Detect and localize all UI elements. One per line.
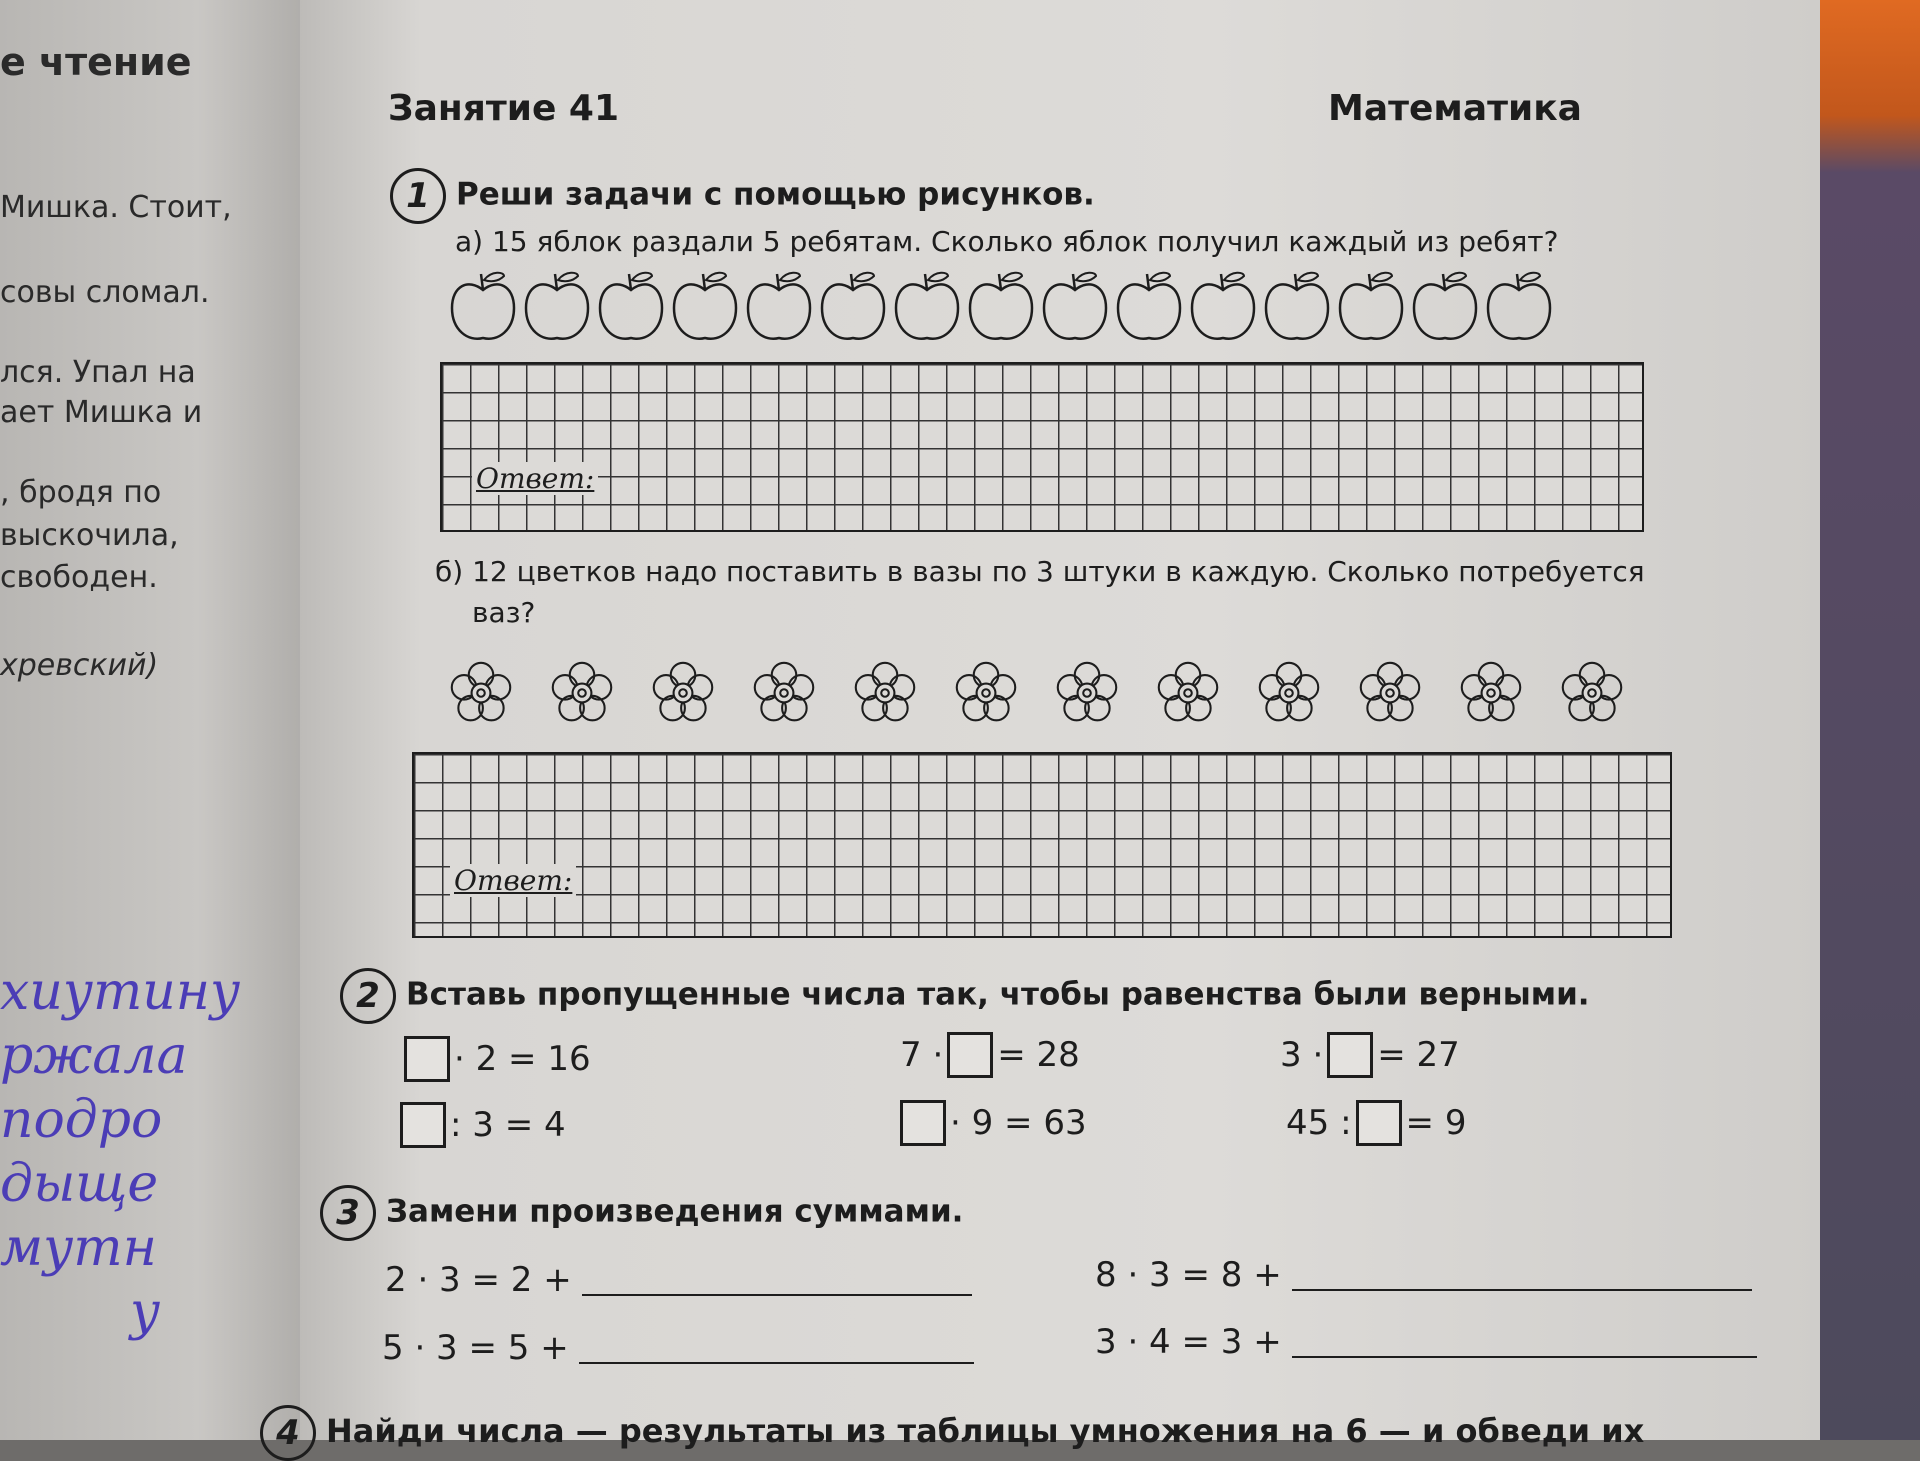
flower-icon [1541, 660, 1642, 734]
left-heading: е чтение [0, 40, 192, 84]
handwriting-line: хиутину [0, 962, 241, 1022]
flower-icon [1440, 660, 1541, 734]
equation-text: = 9 [1405, 1103, 1467, 1143]
answer-box[interactable] [900, 1100, 946, 1146]
task1-title [390, 168, 1095, 224]
task2-title [340, 968, 1590, 1024]
answer-label-a: Ответ: [472, 462, 598, 495]
sum-text: 2 · 3 = 2 + [385, 1260, 572, 1300]
answer-grid-b[interactable] [412, 752, 1672, 938]
task1a-question: а) 15 яблок раздали 5 ребятам. Сколько яблок получил каждый из ребят? [455, 225, 1559, 258]
equation-6 [1286, 1100, 1466, 1146]
sum-text: 5 · 3 = 5 + [382, 1328, 569, 1368]
apple-icon [1262, 268, 1336, 348]
answer-box[interactable] [404, 1036, 450, 1082]
apple-icon [1336, 268, 1410, 348]
left-line: , бродя по [0, 475, 162, 510]
task4-number: 4 [260, 1405, 316, 1461]
workbook-page [276, 0, 1820, 1453]
answer-box[interactable] [400, 1102, 446, 1148]
apple-icon [1040, 268, 1114, 348]
apple-icon [1114, 268, 1188, 348]
left-line: лся. Упал на [0, 355, 196, 390]
flower-icon [1339, 660, 1440, 734]
answer-box[interactable] [1356, 1100, 1402, 1146]
answer-blank[interactable] [582, 1264, 972, 1296]
left-author: хревский) [0, 648, 159, 683]
equation-text: = 27 [1377, 1035, 1460, 1075]
equation-text: 7 · [900, 1035, 944, 1075]
sum-line-1 [385, 1260, 972, 1300]
task1-number: 1 [390, 168, 446, 224]
flower-icon [1238, 660, 1339, 734]
answer-label-b: Ответ: [450, 864, 576, 897]
equation-text: : 3 = 4 [450, 1105, 566, 1145]
apple-icon [818, 268, 892, 348]
equation-2 [900, 1032, 1080, 1078]
apple-row [448, 268, 1558, 348]
equation-text: · 2 = 16 [454, 1039, 591, 1079]
equation-text: 45 : [1286, 1103, 1352, 1143]
task1-title-text: Реши задачи с помощью рисунков. [456, 176, 1095, 213]
left-line: выскочила, [0, 518, 179, 553]
left-line: Мишка. Стоит, [0, 190, 232, 225]
flower-icon [1137, 660, 1238, 734]
handwriting-line: ржала [0, 1026, 188, 1086]
sum-text: 3 · 4 = 3 + [1095, 1322, 1282, 1362]
apple-icon [892, 268, 966, 348]
left-page [0, 0, 330, 1440]
flower-row [430, 660, 1642, 734]
apple-icon [670, 268, 744, 348]
task4-title [260, 1405, 1644, 1461]
handwriting-line: у [130, 1282, 161, 1342]
equation-3 [1280, 1032, 1460, 1078]
flower-icon [733, 660, 834, 734]
equation-text: · 9 = 63 [950, 1103, 1087, 1143]
answer-blank[interactable] [579, 1332, 974, 1364]
answer-box[interactable] [947, 1032, 993, 1078]
answer-blank[interactable] [1292, 1259, 1752, 1291]
flower-icon [632, 660, 733, 734]
equation-text: = 28 [997, 1035, 1080, 1075]
task1b-question-line2: ваз? [472, 596, 536, 629]
task1b-question-line1: б) 12 цветков надо поставить в вазы по 3 штуки в каждую. Сколько потребуется [435, 555, 1645, 588]
apple-icon [596, 268, 670, 348]
flower-icon [935, 660, 1036, 734]
apple-icon [1484, 268, 1558, 348]
equation-text: 3 · [1280, 1035, 1324, 1075]
handwriting [0, 960, 240, 1344]
flower-icon [531, 660, 632, 734]
apple-icon [1188, 268, 1262, 348]
flower-icon [1036, 660, 1137, 734]
answer-box[interactable] [1327, 1032, 1373, 1078]
apple-icon [1410, 268, 1484, 348]
answer-grid-a[interactable] [440, 362, 1644, 532]
apple-icon [744, 268, 818, 348]
equation-1 [400, 1036, 591, 1082]
task3-title [320, 1185, 963, 1241]
equation-4 [396, 1102, 566, 1148]
left-line: совы сломал. [0, 275, 210, 310]
task2-title-text: Вставь пропущенные числа так, чтобы равенства были верными. [406, 976, 1590, 1013]
task2-number: 2 [340, 968, 396, 1024]
task4-title-text: Найди числа — результаты из таблицы умножения на 6 — и обведи их [326, 1412, 1645, 1450]
handwriting-line: мутн [0, 1218, 157, 1278]
task3-title-text: Замени произведения суммами. [386, 1193, 964, 1230]
handwriting-line: дыще [0, 1154, 159, 1214]
subject-title: Математика [1328, 88, 1582, 129]
apple-icon [522, 268, 596, 348]
sum-line-2 [1095, 1255, 1752, 1295]
task3-number: 3 [320, 1185, 376, 1241]
sum-text: 8 · 3 = 8 + [1095, 1255, 1282, 1295]
equation-5 [896, 1100, 1087, 1146]
lesson-title: Занятие 41 [388, 88, 619, 129]
apple-icon [448, 268, 522, 348]
left-line: ает Мишка и [0, 395, 203, 430]
handwriting-line: подро [0, 1090, 163, 1150]
apple-icon [966, 268, 1040, 348]
flower-icon [430, 660, 531, 734]
sum-line-4 [1095, 1322, 1757, 1362]
left-line: свободен. [0, 560, 158, 595]
answer-blank[interactable] [1292, 1326, 1757, 1358]
flower-icon [834, 660, 935, 734]
sum-line-3 [382, 1328, 974, 1368]
